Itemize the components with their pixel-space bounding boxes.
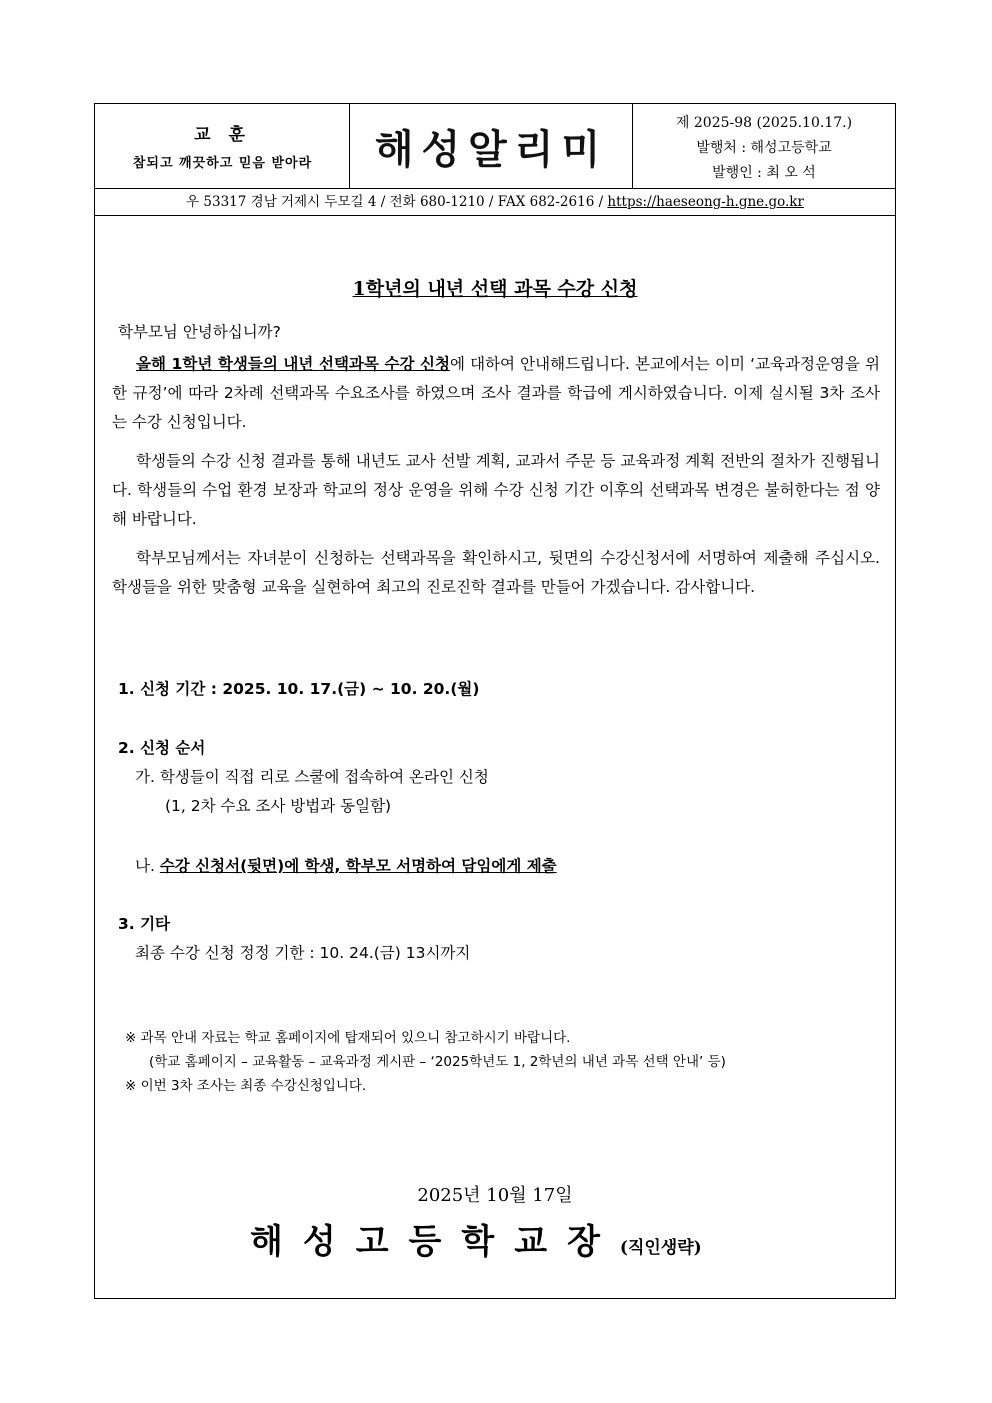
seal-note: (직인생략) — [619, 1238, 702, 1258]
newsletter-frame — [94, 103, 896, 1299]
note-2: ※ 이번 3차 조사는 최종 수강신청입니다. — [125, 1078, 367, 1094]
document-title: 1학년의 내년 선택 과목 수강 신청 — [352, 278, 638, 300]
section-2-item-a-note: (1, 2차 수요 조사 방법과 동일함) — [165, 797, 392, 815]
motto-title: 교 훈 — [194, 125, 251, 145]
school-website-link[interactable]: https://haeseong-h.gne.go.kr — [607, 194, 804, 210]
issue-number: 제 2025-98 (2025.10.17.) — [675, 115, 853, 131]
section-3-title: 3. 기타 — [118, 915, 171, 933]
section-1-period: 1. 신청 기간 : 2025. 10. 17.(금) ~ 10. 20.(월) — [118, 680, 480, 698]
paragraph-1 — [112, 350, 880, 437]
motto-text: 참되고 깨끗하고 믿음 받아라 — [132, 156, 313, 171]
principal-signature: 해성고등학교장(직인생략) — [250, 1222, 702, 1262]
issue-date: 2025년 10월 17일 — [417, 1185, 573, 1206]
section-3-text: 최종 수강 신청 정정 기한 : 10. 24.(금) 13시까지 — [135, 944, 471, 962]
paragraph-2: 학생들의 수강 신청 결과를 통해 내년도 교사 선발 계획, 교과서 주문 등 교육과정 계획 전반의 절차가 진행됩니다. 학생들의 수업 환경 보장과 학교의 정상 운영을 위해 수강 신청 기간 이후의 선택과목 변경은 불허한다는 점 양해 바랍니다. — [112, 452, 880, 528]
newsletter-logo: 해성알리미 — [374, 126, 609, 173]
paragraph-1-text: 에 대하여 안내해드립니다. 본교에서는 이미 ‘교육과정운영을 위한 규정’에 따라 2차례 선택과목 수요조사를 하였으며 조사 결과를 학급에 게시하였습니다. 이제 실시될 3차 조사는 수강 신청입니다. — [112, 355, 880, 431]
note-1-sub: (학교 홈페이지 – 교육활동 – 교육과정 게시판 – ‘2025학년도 1, 2학년의 내년 과목 선택 안내’ 등) — [149, 1054, 726, 1070]
issue-cell — [633, 104, 895, 188]
note-1: ※ 과목 안내 자료는 학교 홈페이지에 탑재되어 있으니 참고하시기 바랍니다. — [125, 1030, 571, 1046]
section-2-item-a: 가. 학생들이 직접 리로 스쿨에 접속하여 온라인 신청 — [135, 768, 489, 786]
publisher: 발행처 : 해성고등학교 — [696, 140, 832, 156]
address-bar — [95, 189, 895, 216]
paragraph-1-highlight: 올해 1학년 학생들의 내년 선택과목 수강 신청 — [136, 355, 450, 373]
greeting: 학부모님 안녕하십니까? — [118, 323, 281, 341]
logo-cell — [350, 104, 633, 188]
school-address: 우 53317 경남 거제시 두모길 4 / 전화 680-1210 / FAX 682-2616 / — [186, 194, 608, 210]
section-2-title: 2. 신청 순서 — [118, 739, 206, 757]
section-2-item-b: 나. 수강 신청서(뒷면)에 학생, 학부모 서명하여 담임에게 제출 — [135, 857, 557, 875]
issuer: 발행인 : 최 오 석 — [712, 165, 816, 181]
motto-cell — [95, 104, 350, 188]
paragraph-3: 학부모님께서는 자녀분이 신청하는 선택과목을 확인하시고, 뒷면의 수강신청서에 서명하여 제출해 주십시오. 학생들을 위한 맞춤형 교육을 실현하여 최고의 진로진학 결과를 만들어 가겠습니다. 감사합니다. — [112, 549, 880, 596]
header — [95, 104, 895, 189]
